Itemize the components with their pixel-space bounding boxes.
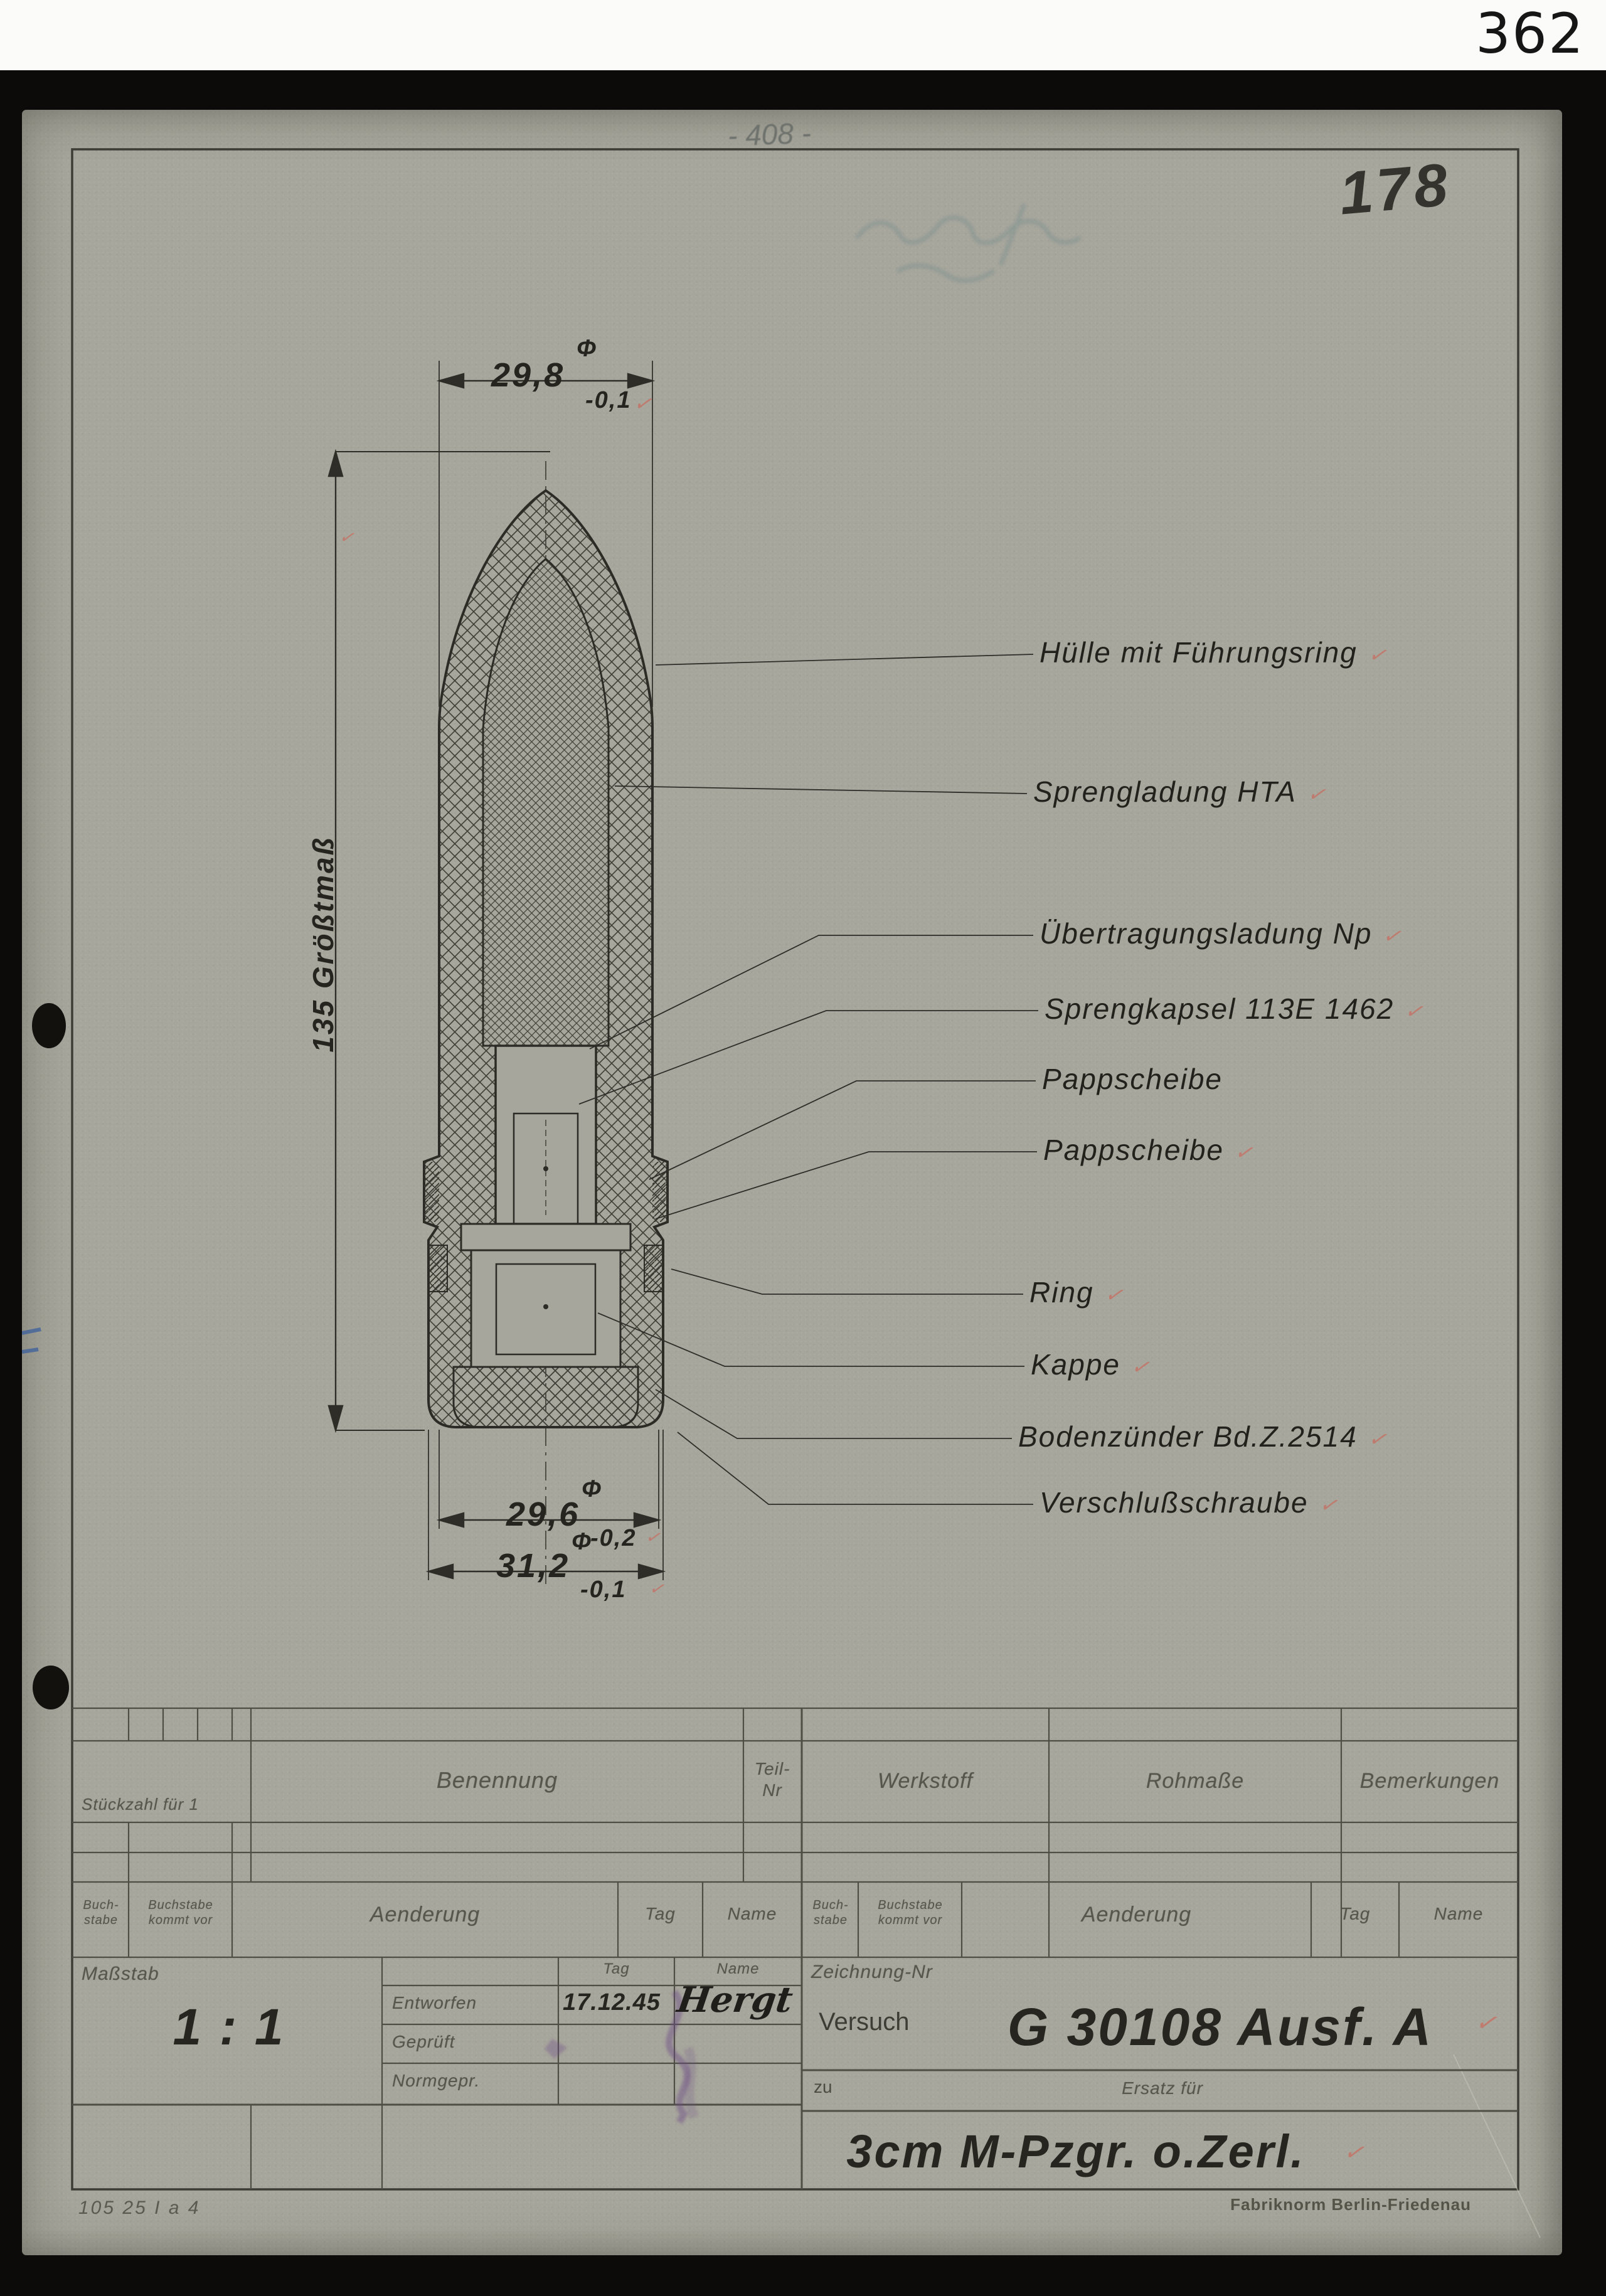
handwritten-page-number: - 408 - [727,116,812,152]
red-checkmark-icon: ✓ [1365,1427,1394,1453]
drawing-sheet [22,110,1562,2255]
change-kommt-vor: Buchstabe kommt vor [878,1898,943,1927]
massstab-value: 1 : 1 [173,1999,285,2056]
printer-imprint: Fabriknorm Berlin-Friedenau [1230,2195,1471,2214]
part-label-text: Pappscheibe [1043,1134,1224,1166]
red-checkmark-icon: ✓ [337,526,359,548]
part-label-text: Kappe [1031,1348,1121,1381]
dim-top-phi: Φ [577,336,598,362]
punch-holes [32,1003,69,1709]
column-rohmasse: Rohmaße [1146,1769,1245,1793]
part-label [1043,1133,1260,1167]
column-teil-nr: Teil-Nr [754,1759,790,1800]
drawing-number: G 30108 Ausf. A [1007,1997,1433,2056]
normgepr-label: Normgepr. [392,2071,481,2090]
part-label-text: Pappscheibe [1042,1063,1223,1095]
part-label-text: Bodenzünder Bd.Z.2514 [1018,1420,1358,1453]
blue-pen-marks [22,1329,41,1352]
handwritten-folio-number: 178 [1336,151,1454,228]
red-checkmark-icon: ✓ [1102,1282,1130,1309]
red-checkmark-icon: ✓ [1128,1354,1157,1381]
dim-band-value: 31,2 [496,1547,570,1585]
red-checkmark-icon: ✓ [1231,1140,1260,1166]
dim-band-phi: Φ [572,1529,593,1555]
ring-right [644,1245,663,1292]
driving-band-right [652,1162,667,1222]
dim-height-label: 135 Größtmaß [307,836,339,1053]
drawing-linework [22,110,1562,2255]
geprueft-label: Geprüft [392,2032,455,2051]
part-label-text: Sprengkapsel 113E 1462 [1045,992,1395,1025]
scan-white-margin [0,0,1606,70]
dim-top-tolerance: -0,1 [585,387,632,413]
scan-page-number: 362 [1476,1,1585,66]
dim-base-phi: Φ [582,1476,603,1502]
change-name: Name [727,1904,777,1923]
part-label [1040,917,1409,950]
change-tag: Tag [1339,1904,1371,1923]
projectile-section [424,461,667,1590]
massstab-label: Maßstab [82,1964,159,1984]
column-stueckzahl: Stückzahl für 1 [82,1795,199,1814]
change-name: Name [1433,1904,1484,1923]
red-checkmark-icon: ✓ [643,1526,666,1548]
part-label-text: Verschlußschraube [1040,1486,1309,1519]
sig-tag-header: Tag [603,1960,630,1977]
red-checkmark-icon: ✓ [1304,782,1333,808]
red-checkmark-icon: ✓ [1340,2139,1371,2167]
dim-band-tolerance: -0,1 [580,1576,627,1603]
part-label [1040,1485,1345,1519]
part-label [1029,1275,1130,1309]
part-label-text: Ring [1029,1276,1094,1309]
change-kommt-vor: Buchstabe kommt vor [148,1898,213,1927]
column-bemerkungen: Bemerkungen [1359,1769,1500,1793]
part-label [1018,1420,1394,1454]
red-checkmark-icon: ✓ [1365,642,1394,669]
dim-base-value: 29,6 [506,1496,580,1533]
change-tag: Tag [645,1904,676,1923]
red-checkmark-icon: ✓ [1380,923,1409,950]
part-label-text: Sprengladung HTA [1033,775,1297,808]
column-werkstoff: Werkstoff [878,1769,973,1793]
column-benennung: Benennung [436,1767,558,1793]
form-code: 105 25 I a 4 [78,2198,201,2218]
part-label [1033,775,1333,809]
entworfen-date: 17.12.45 [563,1989,661,2016]
sig-name-header: Name [716,1960,760,1977]
part-label-text: Übertragungsladung Np [1040,917,1373,950]
red-checkmark-icon: ✓ [647,1578,669,1600]
part-label-text: Hülle mit Führungsring [1040,636,1358,669]
part-label [1040,635,1394,669]
border-frame [72,149,1518,2189]
zu-label: zu [814,2077,832,2097]
red-checkmark-icon: ✓ [1472,2008,1504,2038]
part-label [1031,1347,1157,1381]
driving-band-left [424,1162,439,1222]
red-checkmark-icon: ✓ [1316,1492,1345,1519]
part-label [1045,992,1431,1026]
change-buchstabe: Buch-stabe [83,1898,119,1927]
dim-top-value: 29,8 [491,356,565,394]
dim-base-tolerance: -0,2 [590,1525,637,1551]
ring-left [428,1245,447,1292]
base-plug [454,1367,638,1427]
entworfen-label: Entworfen [392,1993,477,2012]
change-buchstabe: Buch-stabe [812,1898,849,1927]
explosive-filling [483,559,609,1046]
entworfen-signature: Hergt [674,1979,795,2021]
ghost-ink-smudge [856,204,1080,280]
change-aenderung: Aenderung [1081,1903,1192,1927]
ersatz-fuer-label: Ersatz für [1122,2078,1203,2098]
versuch-label: Versuch [819,2008,910,2036]
part-label [1042,1062,1223,1096]
red-checkmark-icon: ✓ [1401,999,1431,1025]
red-checkmark-icon: ✓ [630,391,658,417]
zeichnung-nr-label: Zeichnung-Nr [811,1962,933,1982]
cardboard-discs [461,1224,630,1250]
change-aenderung: Aenderung [370,1903,481,1927]
drawing-title: 3cm M-Pzgr. o.Zerl. [846,2125,1306,2177]
